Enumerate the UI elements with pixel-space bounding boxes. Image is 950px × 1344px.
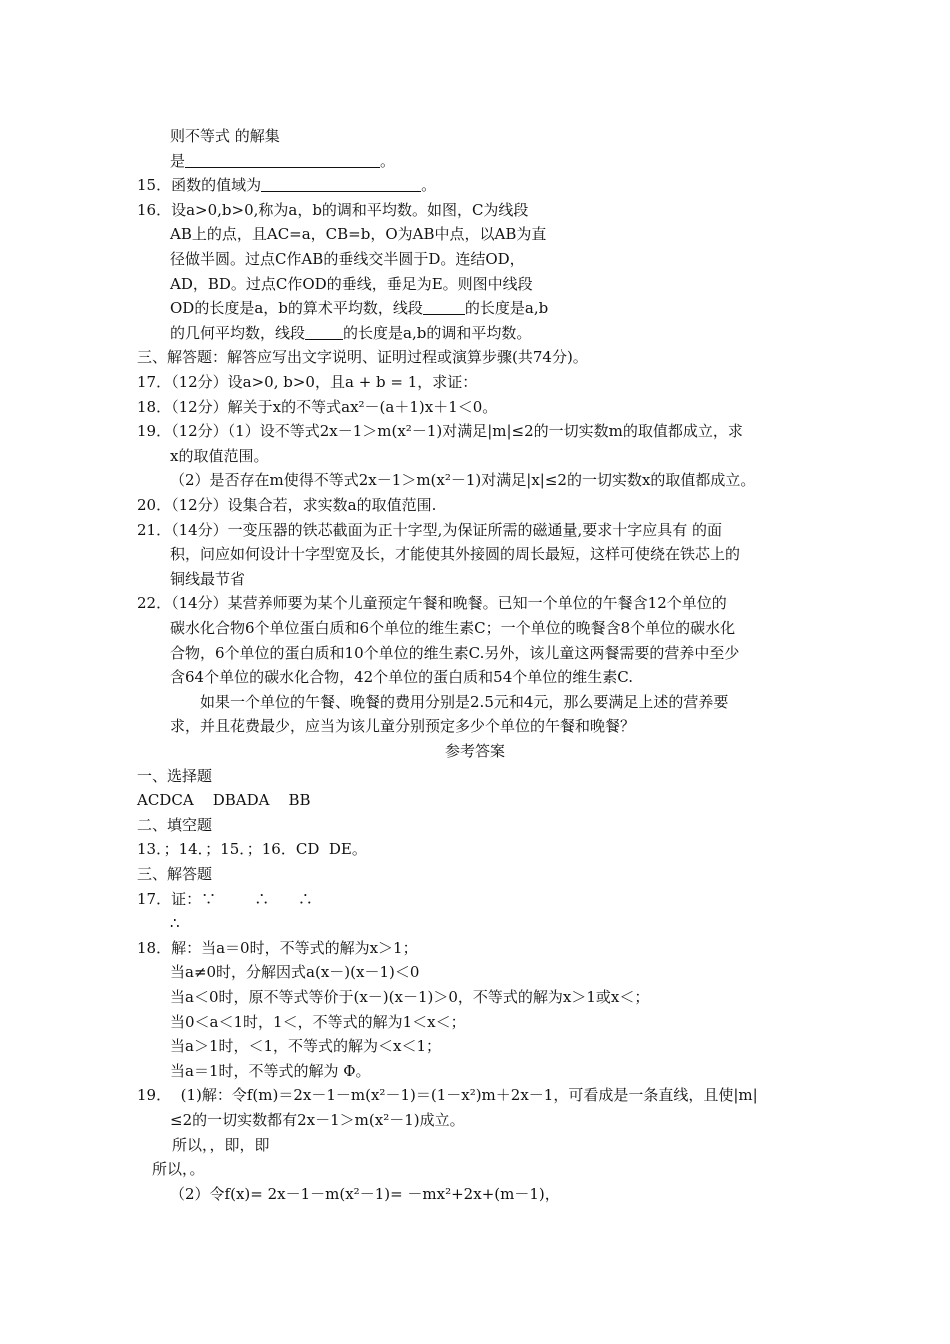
line-text: 的几何平均数，线段 xyxy=(170,323,306,342)
line-text: 当0＜a＜1时，1＜，不等式的解为1＜x＜； xyxy=(170,1012,466,1031)
fill-in-blank xyxy=(423,297,465,315)
line-text: 二、填空题 xyxy=(137,815,213,834)
line-text: 22．（14分）某营养师要为某个儿童预定午餐和晚餐。已知一个单位的午餐含12个单位的 xyxy=(137,594,727,613)
text-line xyxy=(137,395,497,420)
line-text: AB上的点，且AC=a，CB=b，O为AB中点，以AB为直 xyxy=(170,225,547,244)
text-line xyxy=(170,272,533,297)
text-line xyxy=(170,247,525,272)
line-text: 15．函数的值域为 xyxy=(137,176,262,195)
line-text: AD，BD。过点C作OD的垂线，垂足为E。则图中线段 xyxy=(170,274,533,293)
text-line xyxy=(137,813,212,838)
text-line xyxy=(170,222,546,247)
line-text: 所以，。 xyxy=(152,1160,205,1179)
text-line xyxy=(137,419,743,444)
line-text: 21．（14分）一变压器的铁芯截面为正十字型,为保证所需的磁通量,要求十字应具有 的面 xyxy=(137,520,722,539)
text-line xyxy=(137,936,418,961)
line-text: 当a＞1时，＜1，不等式的解为＜x＜1； xyxy=(170,1037,442,1056)
text-line xyxy=(170,1010,466,1035)
text-line xyxy=(137,198,528,223)
line-text: ∴ xyxy=(170,914,180,933)
text-line xyxy=(170,468,755,493)
text-line xyxy=(137,862,212,887)
line-text: 17．（12分）设a>0, b>0，且a + b = 1，求证： xyxy=(137,373,478,391)
text-line xyxy=(170,641,739,666)
text-line xyxy=(137,370,477,395)
line-text: OD的长度是a，b的算术平均数，线段 xyxy=(170,299,423,318)
text-line xyxy=(137,591,727,616)
fill-in-blank xyxy=(305,322,343,340)
fill-in-blank xyxy=(185,150,380,168)
text-line xyxy=(170,542,740,567)
text-line xyxy=(170,296,548,321)
text-line xyxy=(137,837,367,862)
text-line xyxy=(137,345,588,370)
line-text: 所以，，即，即 xyxy=(172,1135,270,1154)
text-line xyxy=(137,493,436,518)
line-text: 19． (1)解：令f(m)＝2x－1－m(x²－1)＝(1－x²)m＋2x－1，可看成是一条直线，且使|m| xyxy=(137,1086,758,1105)
line-text: 18．解：当a＝0时，不等式的解为x＞1； xyxy=(137,938,418,957)
line-text: x的取值范围。 xyxy=(170,446,269,465)
section-heading xyxy=(0,739,950,764)
line-text: （2）令f(x)= 2x－1－m(x²－1)= －mx²+2x+(m－1)， xyxy=(170,1184,560,1203)
line-text: 参考答案 xyxy=(444,742,505,760)
text-line xyxy=(170,149,395,174)
line-text: 三、解答题 xyxy=(137,865,213,883)
text-line xyxy=(170,1108,465,1133)
text-line xyxy=(137,764,212,789)
line-text: 含64个单位的碳水化合物，42个单位的蛋白质和54个单位的维生素C. xyxy=(170,668,633,687)
line-text: 19．（12分）（1）设不等式2x－1＞m(x²－1)对满足|m|≤2的一切实数m的取值都成立，求 xyxy=(137,422,743,441)
line-text: 17．证：∵ ∴ ∴ xyxy=(137,889,313,908)
text-line xyxy=(200,690,728,715)
line-text: 求，并且花费最少，应当为该儿童分别预定多少个单位的午餐和晚餐？ xyxy=(170,717,636,736)
line-text: 碳水化合物6个单位蛋白质和6个单位的维生素C；一个单位的晚餐含8个单位的碳水化 xyxy=(170,619,736,637)
text-line xyxy=(170,567,245,592)
line-text: 铜线最节省 xyxy=(170,569,246,588)
text-line xyxy=(170,665,633,690)
line-text: 三、解答题：解答应写出文字说明、证明过程或演算步骤(共74分)。 xyxy=(137,348,588,367)
text-line xyxy=(170,616,735,641)
line-text: 一、选择题 xyxy=(137,766,213,785)
line-text: （2）是否存在m使得不等式2x－1＞m(x²－1)对满足|x|≤2的一切实数x的取值都成立。 xyxy=(170,471,756,490)
text-line xyxy=(137,788,311,813)
text-line xyxy=(152,1157,205,1182)
fill-in-blank xyxy=(261,174,421,192)
line-text-after: 。 xyxy=(421,176,437,195)
text-line xyxy=(170,1182,560,1207)
line-text: 合物，6个单位的蛋白质和10个单位的维生素C.另外，该儿童这两餐需要的营养中至少 xyxy=(170,643,740,662)
line-text-after: 。 xyxy=(380,151,396,170)
line-text: ≤2的一切实数都有2x－1＞m(x²－1)成立。 xyxy=(170,1111,465,1129)
text-line xyxy=(137,1083,758,1108)
line-text: 当a≠0时，分解因式a(x－)(x－1)＜0 xyxy=(170,963,420,982)
text-line xyxy=(172,1133,270,1158)
text-line xyxy=(170,444,268,469)
line-text: ACDCA DBADA BB xyxy=(137,791,311,810)
text-line xyxy=(170,714,635,739)
text-line xyxy=(170,1059,371,1084)
text-line xyxy=(137,173,436,198)
text-line xyxy=(137,887,313,912)
line-text: 当a＜0时，原不等式等价于(x－)(x－1)＞0，不等式的解为x＞1或x＜； xyxy=(170,988,650,1006)
line-text: 如果一个单位的午餐、晚餐的费用分别是2.5元和4元，那么要满足上述的营养要 xyxy=(200,692,729,711)
text-line xyxy=(137,518,722,543)
text-line xyxy=(170,321,531,346)
line-text: 16．设a>0,b>0,称为a，b的调和平均数。如图，C为线段 xyxy=(137,200,529,219)
text-line xyxy=(170,960,419,985)
text-line xyxy=(170,985,649,1010)
line-text: 积，问应如何设计十字型宽及长，才能使其外接圆的周长最短，这样可使绕在铁芯上的 xyxy=(170,545,741,564)
line-text: 当a＝1时，不等式的解为 Φ。 xyxy=(170,1061,371,1080)
line-text: 则不等式 的解集 xyxy=(170,127,280,145)
text-line xyxy=(170,911,180,936)
text-line xyxy=(170,1034,441,1059)
line-text: 18．（12分）解关于x的不等式ax²－(a＋1)x＋1＜0。 xyxy=(137,397,498,416)
line-text-after: 的长度是a,b xyxy=(464,299,549,318)
line-text-after: 的长度是a,b的调和平均数。 xyxy=(343,323,532,342)
line-text: 是 xyxy=(170,151,186,170)
text-line xyxy=(170,124,280,149)
line-text: 径做半圆。过点C作AB的垂线交半圆于D。连结OD， xyxy=(170,250,525,268)
line-text: 20．（12分）设集合若，求实数a的取值范围. xyxy=(137,496,437,514)
line-text: 13．；14．；15．；16．CD DE。 xyxy=(137,840,367,859)
